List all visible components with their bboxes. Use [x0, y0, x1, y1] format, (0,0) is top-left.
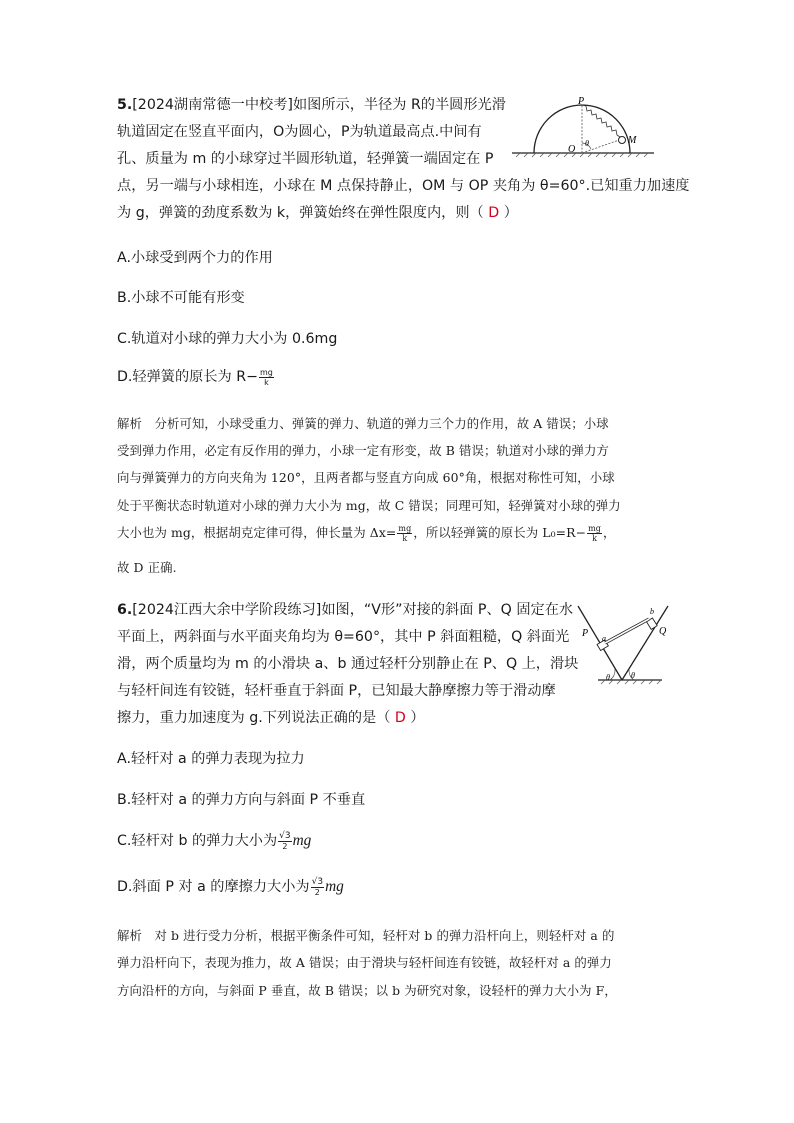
q5-solution-5a: 大小也为 mg，根据胡克定律可得，伸长量为 Δx=	[117, 525, 397, 540]
label-theta-left: θ	[606, 673, 610, 682]
q6-option-c-text: C.轻杆对 b 的弹力大小为	[117, 833, 278, 849]
q5-stem-1: [2024湖南常德一中校考]如图所示，半径为 R的半圆形光滑	[132, 97, 506, 113]
q5-solution-line-6: 故 D 正确.	[117, 560, 177, 575]
label-q: Q	[659, 626, 667, 637]
q6-option-c-mg: mg	[292, 832, 312, 849]
q5-answer: D	[488, 205, 500, 221]
q5-number: 5.	[117, 97, 133, 113]
q6-option-a[interactable]: A.轻杆对 a 的弹力表现为拉力	[117, 751, 305, 767]
q6-option-b[interactable]: B.轻杆对 a 的弹力方向与斜面 P 不垂直	[117, 792, 366, 808]
q6-line-5	[117, 705, 425, 731]
q6-v-slope-figure	[572, 600, 682, 688]
q5-line-1	[117, 92, 506, 118]
q6-line-1	[117, 597, 573, 623]
q6-option-d-text: D.斜面 P 对 a 的摩擦力大小为	[117, 879, 310, 895]
q5-option-b[interactable]: B.小球不可能有形变	[117, 290, 245, 306]
label-b: b	[650, 607, 654, 616]
q5-solution-line-3: 向与弹簧弹力的方向夹角为 120°，且两者都与竖直方向成 60°角，根据对称性可知，小球	[117, 470, 615, 485]
q5-solution-line-5	[117, 523, 616, 543]
q6-option-d[interactable]	[117, 876, 344, 897]
q5-solution-line-2: 受到弹力作用，必定有反作用的弹力，小球一定有形变，故 B 错误；轨道对小球的弹力方	[117, 443, 609, 458]
q5-line-2: 轨道固定在竖直平面内，O为圆心，P为轨道最高点.中间有	[117, 124, 482, 140]
q5-stem-5: 为 g，弹簧的劲度系数为 k，弹簧始终在弹性限度内，则（	[117, 205, 484, 221]
q6-stem-1: [2024江西大余中学阶段练习]如图，“V形”对接的斜面 P、Q 固定在水	[132, 602, 574, 618]
label-p: P	[578, 96, 585, 107]
q6-answer: D	[394, 710, 406, 726]
q5-solution-5c: ，	[603, 525, 616, 540]
q5-solution-frac-2: $\frac{mg}{k}$	[588, 524, 601, 543]
q5-option-c[interactable]: C.轨道对小球的弹力大小为 0.6mg	[117, 331, 338, 347]
q5-option-d-fraction: $\frac{mg}{k}$	[260, 367, 273, 387]
q6-option-c-fraction: $\frac{√3}{2}$	[279, 830, 291, 851]
q5-stem-5-close: ）	[503, 205, 518, 221]
q6-solution-line-3: 方向沿杆的方向，与斜面 P 垂直，故 B 错误；以 b 为研究对象，设轻杆的弹力大小为 F，	[117, 983, 617, 998]
q5-solution-line-1: 解析 分析可知，小球受重力、弹簧的弹力、轨道的弹力三个力的作用，故 A 错误；小球	[117, 416, 609, 431]
q6-line-4: 与轻杆间连有铰链，轻杆垂直于斜面 P，已知最大静摩擦力等于滑动摩	[117, 683, 556, 699]
q5-option-a[interactable]: A.小球受到两个力的作用	[117, 250, 273, 266]
q6-number: 6.	[117, 602, 133, 618]
q5-option-d[interactable]	[117, 366, 275, 387]
q6-option-d-fraction: $\frac{√3}{2}$	[311, 876, 324, 897]
label-theta-right: θ	[631, 671, 635, 680]
q5-line-3: 孔、质量为 m 的小球穿过半圆形轨道，轻弹簧一端固定在 P	[117, 151, 494, 167]
q6-option-c[interactable]	[117, 830, 311, 851]
q6-solution-line-1: 解析 对 b 进行受力分析，根据平衡条件可知，轻杆对 b 的弹力沿杆向上，则轻杆对 a 的	[117, 928, 615, 943]
label-theta: θ	[585, 139, 589, 148]
q5-solution-5b: ，所以轻弹簧的原长为 L₀=R−	[413, 525, 587, 540]
q5-line-5	[117, 200, 518, 226]
q6-stem-5: 擦力，重力加速度为 g.下列说法正确的是（	[117, 710, 391, 726]
label-p: P	[582, 628, 589, 639]
q6-line-2: 平面上，两斜面与水平面夹角均为 θ=60°，其中 P 斜面粗糙，Q 斜面光	[117, 629, 570, 645]
label-a: a	[602, 634, 606, 643]
q5-option-d-text: D.轻弹簧的原长为 R−	[117, 369, 259, 385]
q6-solution-line-2: 弹力沿杆向下，表现为推力，故 A 错误；由于滑块与轻杆间连有铰链，故轻杆对 a 的弹力	[117, 955, 612, 970]
q5-solution-frac-1: $\frac{mg}{k}$	[398, 524, 412, 543]
label-m: M	[628, 135, 637, 146]
q5-semicircle-figure	[508, 95, 658, 160]
q6-stem-5-close: ）	[410, 710, 425, 726]
q5-solution-line-4: 处于平衡状态时轨道对小球的弹力大小为 mg，故 C 错误；同理可知，轻弹簧对小球的弹力	[117, 498, 621, 513]
label-o: O	[568, 144, 576, 155]
q6-line-3: 滑，两个质量均为 m 的小滑块 a、b 通过轻杆分别静止在 P、Q 上，滑块	[117, 656, 579, 672]
q6-option-d-mg: mg	[325, 878, 344, 895]
q5-line-4: 点，另一端与小球相连，小球在 M 点保持静止，OM 与 OP 夹角为 θ=60°.已知重力加速度	[117, 178, 690, 194]
